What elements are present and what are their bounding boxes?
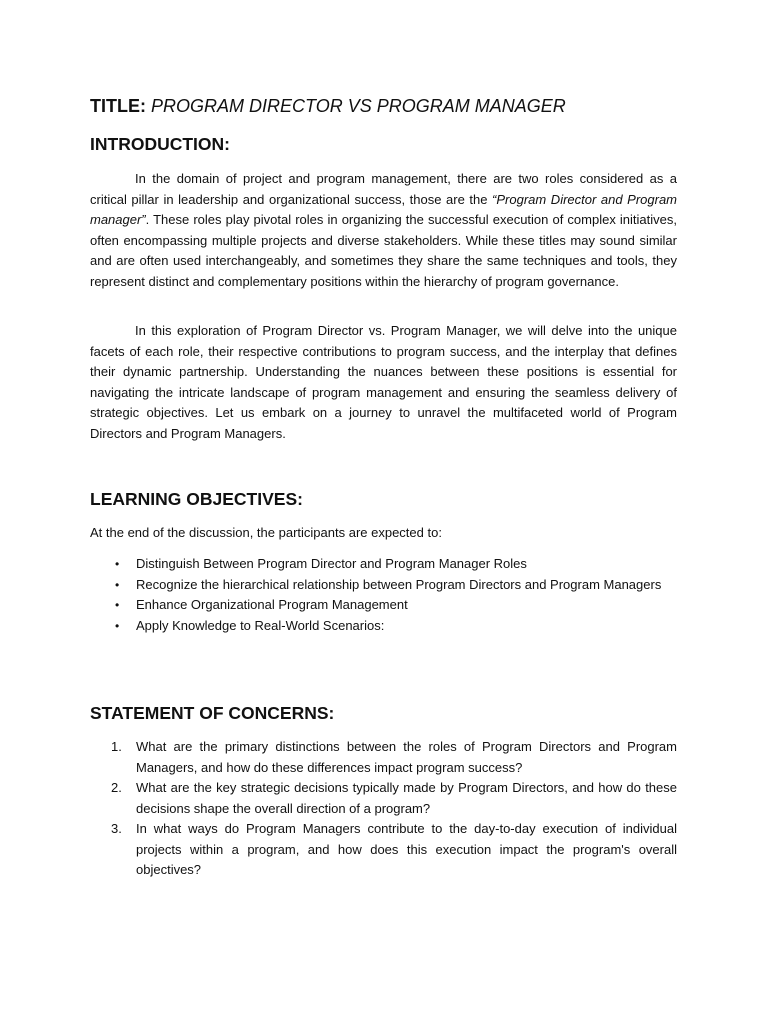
introduction-heading: INTRODUCTION: xyxy=(90,134,230,154)
title-label: TITLE: xyxy=(90,96,146,116)
statement-of-concerns-heading: STATEMENT OF CONCERNS: xyxy=(90,703,335,723)
intro-p1-start: In the domain of project and program management, there are two roles considered as a critical pillar in leadership and organizational success, those are the xyxy=(90,171,677,207)
list-item-text: In what ways do Program Managers contribute to the day-to-day execution of individual projects within a program, and how does this execution impact the program's overall objectives? xyxy=(136,821,677,877)
bullet-marker: • xyxy=(115,618,120,633)
list-item xyxy=(90,554,677,575)
list-item-text: Enhance Organizational Program Management xyxy=(136,597,408,612)
list-number: 2. xyxy=(111,780,122,795)
learning-objectives-list xyxy=(90,554,677,636)
list-item xyxy=(90,595,677,616)
list-number: 1. xyxy=(111,739,122,754)
intro-p1-emphasis: “Program Director and Program manager” xyxy=(90,191,677,227)
bullet-marker: • xyxy=(115,577,120,592)
list-number: 3. xyxy=(111,821,122,836)
introduction-paragraph-2: In this exploration of Program Director vs. Program Manager, we will delve into the unique facets of each role, their respective contributions to program success, and the interplay that defines their dynamic partnership. Understanding the nuances between these positions is essential for navigating the intricate landscape of program management and ensuring the seamless delivery of strategic objectives. Let us embark on a journey to unravel the multifaceted world of Program Directors and Program Managers. xyxy=(90,323,677,441)
document-title xyxy=(90,94,566,118)
list-item-text: Distinguish Between Program Director and Program Manager Roles xyxy=(136,556,527,571)
list-item-text: Apply Knowledge to Real-World Scenarios: xyxy=(136,617,385,633)
list-item xyxy=(90,616,677,637)
bullet-marker: • xyxy=(115,557,120,571)
introduction-paragraph-1 xyxy=(90,169,677,292)
list-item xyxy=(90,819,677,881)
learning-objectives-heading: LEARNING OBJECTIVES: xyxy=(90,489,303,509)
list-item xyxy=(90,575,677,596)
list-item-text: What are the primary distinctions between the roles of Program Directors and Program Managers, and how do these differences impact program success? xyxy=(136,739,677,775)
bullet-marker: • xyxy=(115,598,120,612)
title-text: PROGRAM DIRECTOR VS PROGRAM MANAGER xyxy=(151,96,566,116)
learning-objectives-intro: At the end of the discussion, the participants are expected to: xyxy=(90,525,442,540)
statement-of-concerns-list xyxy=(90,737,677,881)
intro-p1-end: . These roles play pivotal roles in organizing the successful execution of complex initiatives, often encompassing multiple projects and diverse stakeholders. While these titles may sound similar and are often used interchangeably, and sometimes they share the same techniques and tools, they represent distinct and complementary positions within the hierarchy of program governance. xyxy=(90,212,677,289)
list-item-text: Recognize the hierarchical relationship between Program Directors and Program Managers xyxy=(136,576,662,592)
list-item xyxy=(90,778,677,819)
list-item-text: What are the key strategic decisions typically made by Program Directors, and how do these decisions shape the overall direction of a program? xyxy=(136,780,677,816)
list-item xyxy=(90,737,677,778)
